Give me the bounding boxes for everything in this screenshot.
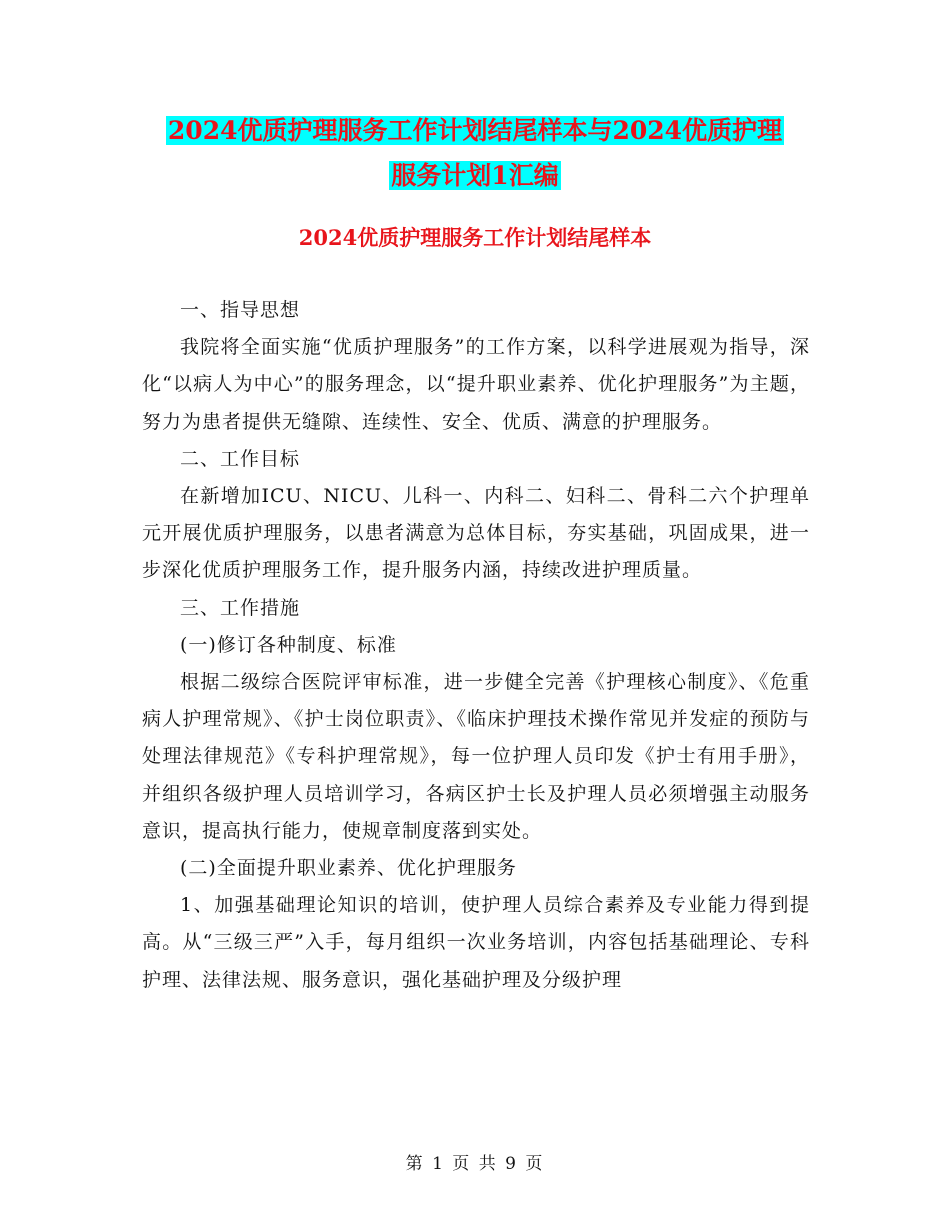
document-body [142, 292, 810, 999]
heading-guiding-ideology: 一、指导思想 [180, 299, 301, 321]
paragraph-revise-systems: 根据二级综合医院评审标准，进一步健全完善《护理核心制度》、《危重病人护理常规》、《护士岗位职责》、《临床护理技术操作常见并发症的预防与处理法律规范》《专科护理常规》，每一位护理人员印发《护士有用手册》，并组织各级护理人员培训学习，各病区护士长及护理人员必须增强主动服务意识，提高执行能力，使规章制度落到实处。 [142, 671, 810, 842]
subheading-improve-quality: (二)全面提升职业素养、优化护理服务 [180, 857, 517, 880]
paragraph-guiding-ideology: 我院将全面实施“优质护理服务”的工作方案，以科学进展观为指导，深化“以病人为中心”的服务理念，以“提升职业素养、优化护理服务”为主题，努力为患者提供无缝隙、连续性、安全、优质、满意的护理服务。 [142, 336, 810, 433]
subheading-revise-systems: (一)修订各种制度、标准 [180, 633, 397, 656]
heading-work-goals: 二、工作目标 [180, 447, 301, 470]
heading-work-measures: 三、工作措施 [180, 596, 301, 619]
paragraph-training: 1、加强基础理论知识的培训，使护理人员综合素养及专业能力得到提高。从“三级三严”入手，每月组织一次业务培训，内容包括基础理论、专科护理、法律法规、服务意识，强化基础护理及分级护理 [142, 894, 810, 991]
section-title: 2024优质护理服务工作计划结尾样本 [298, 225, 652, 250]
document-title-line-2 [130, 148, 820, 204]
document-title-text-2: 服务计划1汇编 [391, 161, 559, 190]
paragraph-work-goals: 在新增加ICU、NICU、儿科一、内科二、妇科二、骨科二六个护理单元开展优质护理服务，以患者满意为总体目标，夯实基础，巩固成果，进一步深化优质护理服务工作，提升服务内涵，持续改进护理质量。 [142, 485, 810, 582]
document-title-text-1: 2024优质护理服务工作计划结尾样本与2024优质护理 [167, 116, 783, 145]
page-number-footer: 第 1 页 共 9 页 [405, 1154, 545, 1174]
